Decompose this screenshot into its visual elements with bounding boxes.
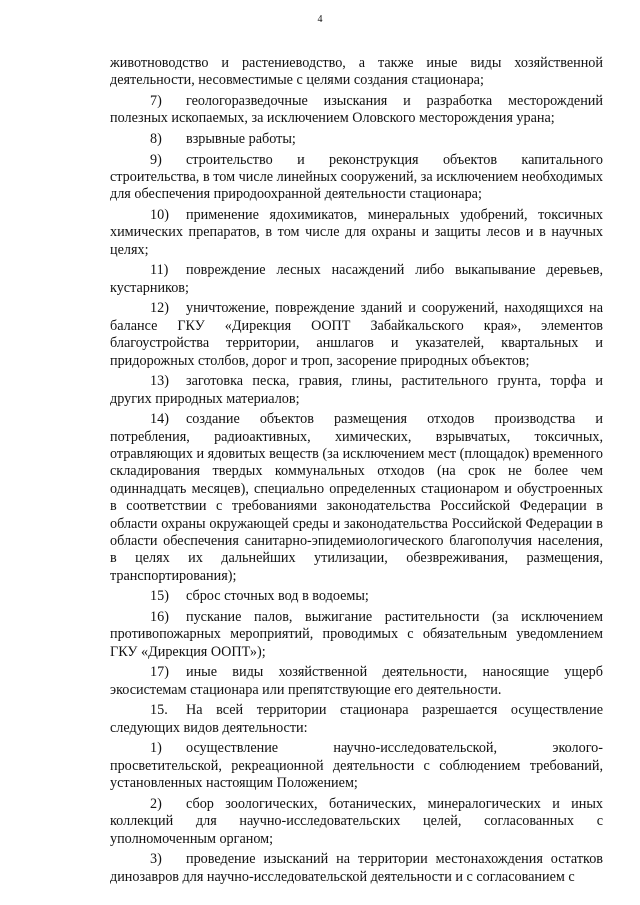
list-item-number: 12) (150, 300, 169, 317)
list-item-number: 8) (150, 131, 162, 147)
list-item (110, 131, 603, 148)
list-item (110, 588, 603, 605)
document-body (110, 55, 603, 889)
list-item-text: сброс сточных вод в водоемы; (186, 588, 369, 605)
list-item (110, 411, 603, 585)
list-item (110, 740, 603, 792)
list-item (110, 93, 603, 128)
list-item-text: осуществление научно-исследовательской, эколого-просветительской, рекреационной деятельности с соблюдением требований, установленных настоящим Положением; (110, 740, 603, 792)
list-item-text: взрывные работы; (186, 131, 296, 147)
list-item (110, 796, 603, 848)
list-item-number: 9) (150, 151, 162, 168)
list-item-number: 17) (150, 664, 169, 681)
list-item (110, 262, 603, 297)
list-item-text: заготовка песка, гравия, глины, растительного грунта, торфа и других природных материалов; (110, 373, 603, 407)
list-item-number: 15) (150, 588, 169, 605)
section-number: 15. (150, 702, 168, 719)
list-item-number: 1) (150, 740, 162, 757)
list-item-text: повреждение лесных насаждений либо выкапывание деревьев, кустарников; (110, 262, 603, 296)
page-number: 4 (317, 14, 323, 25)
list-item-number: 11) (150, 262, 169, 279)
list-item-number: 14) (150, 411, 169, 428)
list-item-text: сбор зоологических, ботанических, минералогических и иных коллекций для научно-исследовательских целей, согласованных с уполномоченным органом; (110, 795, 603, 847)
list-item (110, 207, 603, 259)
paragraph-text: животноводство и растениеводство, а также иные виды хозяйственной деятельности, несовместимые с целями создания стационара; (110, 55, 603, 89)
list-item (110, 851, 603, 886)
list-item-text: строительство и реконструкция объектов капитального строительства, в том числе линейных сооружений, за исключением необходимых для обеспечения природоохранной деятельности стационара; (110, 151, 603, 203)
list-item-text: создание объектов размещения отходов производства и потребления, радиоактивных, химических, взрывчатых, токсичных, отравляющих и ядовитых веществ (за исключением мест (площадок) временного складирования твердых коммунальных отходов (на срок не более чем одиннадцать месяцев), специально определенных стационаром и обустроенных в соответствии с требованиями законодательства Российской Федерации в области охраны окружающей среды и законодательства Российской Федерации в области обеспечения санитарно-эпидемиологического благополучия населения, в целях их дальнейших утилизации, обезвреживания, размещения, транспортирования); (110, 411, 604, 584)
list-item (110, 373, 603, 408)
list-item-number: 2) (150, 795, 162, 812)
list-item-number: 13) (150, 373, 169, 390)
list-item (110, 609, 603, 661)
list-item-text: пускание палов, выжигание растительности (за исключением противопожарных мероприятий, проводимых с обязательным уведомлением ГКУ «Дирекция ООПТ»); (110, 609, 603, 660)
section-item (110, 702, 603, 737)
list-item (110, 152, 603, 204)
list-item-number: 10) (150, 207, 169, 223)
section-text: На всей территории стационара разрешается осуществление следующих видов деятельности: (110, 702, 603, 736)
list-item-text: проведение изысканий на территории местонахождения остатков динозавров для научно-исследовательской деятельности и с согласованием с (110, 851, 603, 885)
list-item-number: 3) (150, 851, 162, 868)
paragraph (110, 55, 603, 90)
list-item-text: геологоразведочные изыскания и разработка месторождений полезных ископаемых, за исключением Оловского месторождения урана; (110, 93, 603, 127)
list-item-text: иные виды хозяйственной деятельности, наносящие ущерб экосистемам стационара или препятствующие его деятельности. (110, 664, 603, 698)
list-item (110, 664, 603, 699)
list-item-text: уничтожение, повреждение зданий и сооружений, находящихся на балансе ГКУ «Дирекция ООПТ Забайкальского края», элементов благоустройства территории, аншлагов и указателей, квартальных и придорожных столбов, дорог и троп, засорение природных объектов; (110, 300, 603, 369)
list-item (110, 300, 603, 370)
list-item-number: 7) (150, 93, 162, 109)
list-item-text: применение ядохимикатов, минеральных удобрений, токсичных химических препаратов, в том числе для охраны и защиты лесов и в научных целях; (110, 207, 603, 258)
list-item-number: 16) (150, 609, 169, 626)
